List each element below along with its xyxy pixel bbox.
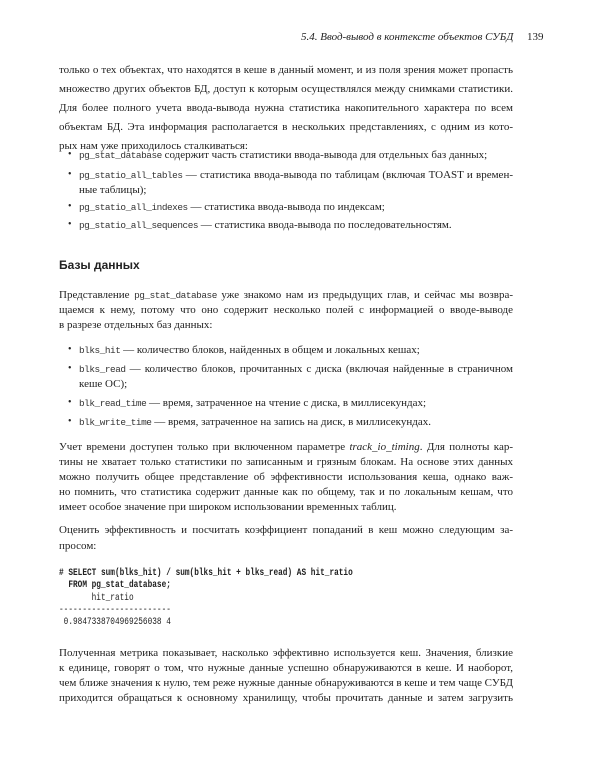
- list-item: [79, 362, 513, 376]
- item-text: — количество блоков, прочитанных с диска (включая найденные в страничном: [125, 363, 513, 375]
- bullet-icon: •: [68, 416, 72, 427]
- item-text: — время, затраченное на чтение с диска, в миллисекундах;: [146, 397, 427, 409]
- code-term: pg_stat_database: [79, 150, 162, 161]
- paragraph-line: имеет особое значение при широком использовании временных таблиц.: [59, 501, 397, 513]
- code-column-header: hit_ratio: [59, 592, 134, 604]
- bullet-icon: •: [68, 149, 72, 160]
- code-term: blks_hit: [79, 345, 121, 356]
- paragraph-line: чем ближе значения к нулю, тем реже нужные данные обнаруживаются в кеше и тем чаще СУБД: [59, 677, 513, 689]
- code-term: pg_stat_database: [134, 290, 217, 301]
- paragraph-line: [59, 288, 513, 302]
- text: Учет времени доступен только при включенном параметре: [59, 441, 350, 453]
- code-result: 0.9847338704969256038 4: [59, 616, 171, 628]
- code-term: blk_write_time: [79, 417, 152, 428]
- list-item: [79, 168, 513, 182]
- code-query-line: FROM pg_stat_database;: [59, 579, 171, 591]
- code-term: pg_statio_all_indexes: [79, 202, 188, 213]
- code-separator: ------------------------: [59, 604, 171, 616]
- paragraph-line: [59, 440, 513, 454]
- bullet-icon: •: [68, 219, 72, 230]
- item-text: — количество блоков, найденных в общем и локальных кешах;: [120, 344, 420, 356]
- paragraph-line: множество других объектов БД, доступ к которым осуществлялся между снимками статистики.: [59, 83, 513, 95]
- item-text: содержит часть статистики ввода-вывода для отдельных баз данных;: [161, 149, 488, 161]
- paragraph-line: но помнить, что статистика содержит данные как по общему, так и по локальным кешам, что: [59, 486, 513, 498]
- code-term: pg_statio_all_sequences: [79, 220, 199, 231]
- paragraph-line: объектам БД. Эта информация располагается в нескольких представлениях, с одним из кото-: [59, 121, 513, 133]
- bullet-icon: •: [68, 344, 72, 355]
- bullet-icon: •: [68, 201, 72, 212]
- text: уже знакомо нам из предыдущих глав, и сейчас мы возвра-: [216, 289, 513, 301]
- bullet-icon: •: [68, 397, 72, 408]
- text: . Для полноты кар-: [419, 441, 513, 453]
- paragraph-line: в разрезе отдельных баз данных:: [59, 319, 213, 331]
- list-item-continuation: ные таблицы);: [79, 184, 147, 196]
- text: Представление: [59, 289, 135, 301]
- paragraph-line: Для более полного учета ввода-вывода нужна статистика накопительного характера по всем: [59, 102, 513, 114]
- code-term: pg_statio_all_tables: [79, 170, 183, 181]
- code-term: blk_read_time: [79, 398, 147, 409]
- list-item: [79, 218, 513, 232]
- section-heading: Базы данных: [59, 258, 140, 272]
- paragraph-line: Полученная метрика показывает, насколько эффективно используется кеш. Значения, близкие: [59, 647, 513, 659]
- bullet-icon: •: [68, 363, 72, 374]
- paragraph-line: к единице, говорят о том, что нужные данные успешно обнаруживаются в кеше. И наоборот,: [59, 662, 513, 674]
- running-title: 5.4. Ввод-вывод в контексте объектов СУБД: [301, 31, 514, 43]
- paragraph-line: можно получить общее представление об эффективности использования кеша, однако важ-: [59, 471, 513, 483]
- list-item: [79, 415, 513, 429]
- item-text: — статистика ввода-вывода по таблицам (включая TOAST и времен-: [182, 169, 513, 181]
- list-item: [79, 200, 513, 214]
- code-query-line: # SELECT sum(blks_hit) / sum(blks_hit + blks_read) AS hit_ratio: [59, 567, 353, 579]
- list-item: [79, 396, 513, 410]
- paragraph-line: рых нам уже приходилось сталкиваться:: [59, 140, 248, 152]
- paragraph-line: Оценить эффективность и посчитать коэффициент попаданий в кеш можно следующим за-: [59, 524, 513, 536]
- list-item: [79, 148, 513, 162]
- paragraph-line: приходится обращаться к основному хранилищу, чтобы прочитать данные и затем загрузить: [59, 692, 513, 704]
- code-term: blks_read: [79, 364, 126, 375]
- list-item-continuation: кеше ОС);: [79, 378, 128, 390]
- bullet-icon: •: [68, 169, 72, 180]
- paragraph-line: только о тех объектах, что находятся в кеше в данный момент, и из поля зрения может пропасть: [59, 64, 513, 76]
- parameter-name: track_io_timing: [349, 441, 420, 453]
- page-number: 139: [527, 31, 544, 43]
- paragraph-line: тины не хватает только статистики по записанным и грязным блокам. На основе этих данных: [59, 456, 513, 468]
- list-item: [79, 343, 513, 357]
- paragraph-line: щаемся к нему, потому что оно содержит несколько полей с информацией о вводе-выводе: [59, 304, 513, 316]
- paragraph-line: просом:: [59, 540, 97, 552]
- item-text: — время, затраченное на запись на диск, в миллисекундах.: [151, 416, 431, 428]
- item-text: — статистика ввода-вывода по индексам;: [187, 201, 385, 213]
- item-text: — статистика ввода-вывода по последовательностям.: [198, 219, 452, 231]
